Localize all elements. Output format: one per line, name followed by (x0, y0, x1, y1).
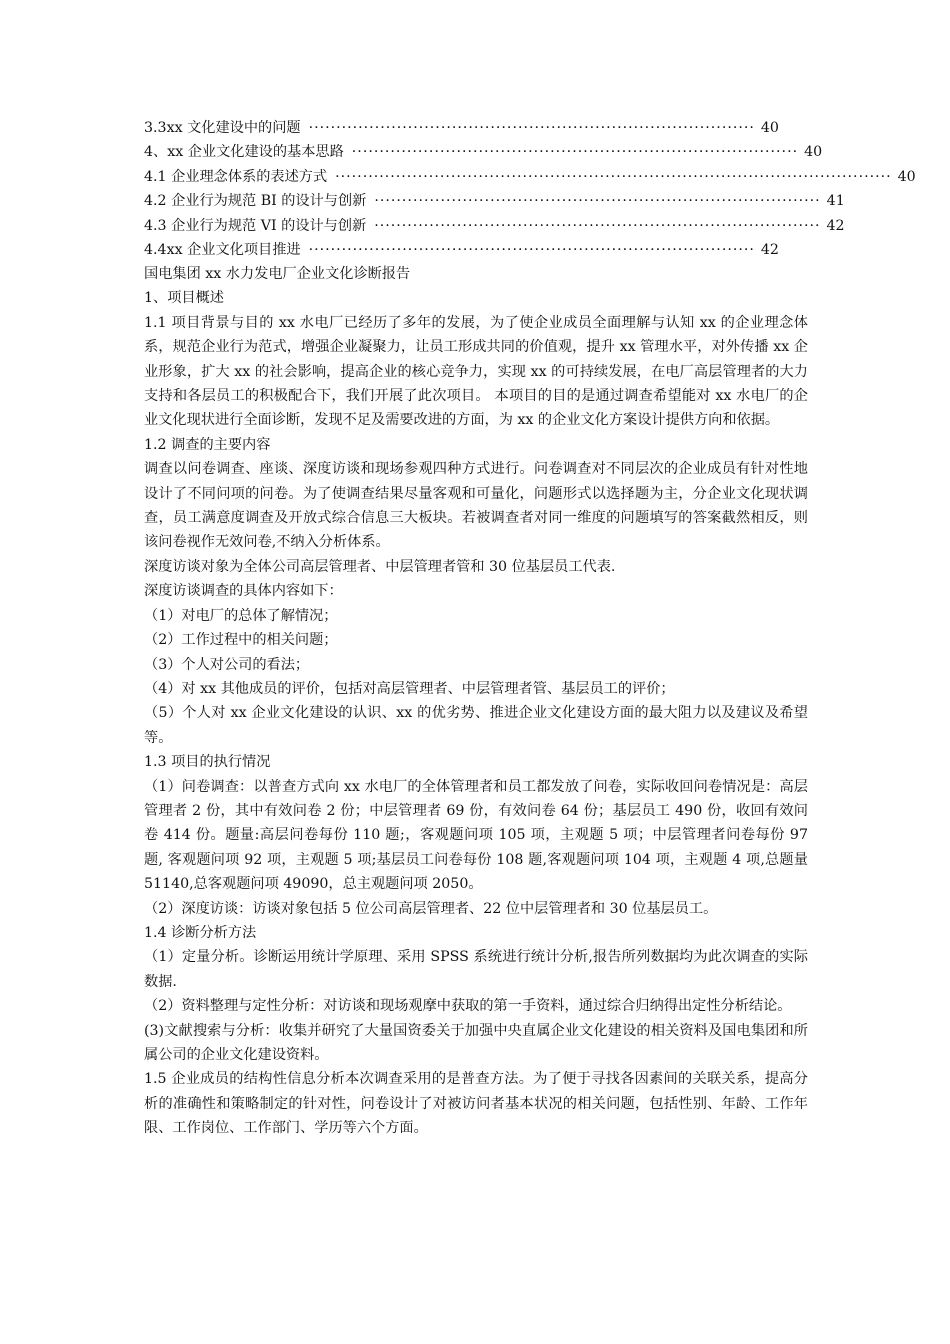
toc-leader-dots: ················································································· (308, 120, 755, 136)
toc-entry[interactable] (144, 116, 834, 140)
section-heading: 1.4 诊断分析方法 (144, 924, 257, 941)
paragraph: 深度访谈对象为全体公司高层管理者、中层管理者管和 30 位基层员工代表. (144, 558, 616, 575)
paragraph: (3)文献搜索与分析：收集并研究了大量国资委关于加强中央直属企业文化建设的相关资料及国电集团和所属公司的企业文化建设资料。 (144, 1022, 808, 1063)
toc-leader-dots: ················································································· (374, 217, 821, 234)
paragraph: 调查以问卷调查、座谈、深度访谈和现场参观四种方式进行。问卷调查对不同层次的企业成员有针对性地设计了不同问项的问卷。为了使调查结果尽量客观和可量化，问题形式以选择题为主，分企业文化现状调查，员工满意度调查及开放式综合信息三大板块。若被调查者对同一维度的问题填写的答案截然相反，则该问卷视作无效问卷,不纳入分析体系。 (144, 461, 808, 551)
toc-entry-title: 4.4xx 企业文化项目推进 (144, 241, 301, 258)
toc-page-number: 40 (804, 144, 823, 161)
paragraph: 1.1 项目背景与目的 xx 水电厂已经历了多年的发展，为了使企业成员全面理解与认知 xx 的企业理念体系，规范企业行为范式，增强企业凝聚力，让员工形成共同的价值观，提升 xx 管理水平，对外传播 xx 企业形象，扩大 xx 的社会影响，提高企业的核心竞争力，实现 xx 的可持续发展，在电厂高层管理者的大力支持和各层员工的积极配合下，我们开展了此次项目。 本项目的目的是通过调查希望能对 xx 水电厂的企业文化现状进行全面诊断，发现不足及需要改进的方面，为 xx 的企业文化方案设计提供方向和依据。 (144, 314, 808, 429)
report-title: 国电集团 xx 水力发电厂企业文化诊断报告 (144, 266, 411, 282)
table-of-contents (144, 116, 916, 262)
toc-entry[interactable] (144, 165, 916, 189)
toc-page-number: 40 (760, 120, 779, 136)
toc-page-number: 42 (760, 241, 779, 258)
list-item: （5）个人对 xx 企业文化建设的认识、xx 的优劣势、推进企业文化建设方面的最大阻力以及建议及希望等。 (144, 705, 808, 746)
section-heading: 1、项目概述 (144, 290, 224, 307)
paragraph: （1）定量分析。诊断运用统计学原理、采用 SPSS 系统进行统计分析,报告所列数据均为此次调查的实际数据. (144, 949, 808, 990)
paragraph: 深度访谈调查的具体内容如下： (144, 583, 343, 600)
paragraph: （1）问卷调查：以普查方式向 xx 水电厂的全体管理者和员工都发放了问卷，实际收回问卷情况是：高层管理者 2 份，其中有效问卷 2 份；中层管理者 69 份，有效问卷 64 份；基层员工 490 份，收回有效问卷 414 份。题量:高层问卷每份 110 题;，客观题问项 105 项，主观题 5 项；中层管理者问卷每份 97 题, 客观题问项 92 项，主观题 5 项;基层员工问卷每份 108 题,客观题问项 104 项，主观题 4 项,总题量 51140,总客观题问项 49090，总主观题问项 2050。 (144, 778, 808, 893)
paragraph: （2）深度访谈：访谈对象包括 5 位公司高层管理者、22 位中层管理者和 30 位基层员工。 (144, 900, 718, 917)
toc-leader-dots: ················································································· (351, 144, 799, 161)
toc-page-number: 40 (897, 168, 916, 185)
list-item: （1）对电厂的总体了解情况； (144, 607, 338, 624)
toc-entry[interactable] (144, 140, 834, 164)
toc-page-number: 42 (826, 217, 845, 234)
toc-entry-title: 4.2 企业行为规范 BI 的设计与创新 (144, 193, 367, 210)
toc-leader-dots: ················································································· (308, 241, 755, 258)
toc-leader-dots: ················································································· (374, 193, 821, 210)
toc-entry-title: 3.3xx 文化建设中的问题 (144, 120, 301, 136)
toc-entry[interactable] (144, 238, 834, 262)
paragraph: 1.5 企业成员的结构性信息分析本次调查采用的是普查方法。为了便于寻找各因素间的关联关系，提高分析的准确性和策略制定的针对性，问卷设计了对被访问者基本状况的相关问题，包括性别、年龄、工作年限、工作岗位、工作部门、学历等六个方面。 (144, 1071, 808, 1137)
section-heading: 1.2 调查的主要内容 (144, 436, 271, 453)
toc-page-number: 41 (826, 193, 845, 210)
list-item: （3）个人对公司的看法； (144, 656, 310, 673)
report-body (144, 262, 808, 1141)
toc-entry[interactable] (144, 214, 845, 238)
list-item: （2）工作过程中的相关问题； (144, 632, 338, 649)
toc-entry[interactable] (144, 189, 845, 213)
toc-entry-title: 4、xx 企业文化建设的基本思路 (144, 144, 344, 161)
toc-entry-title: 4.1 企业理念体系的表述方式 (144, 168, 328, 185)
list-item: （4）对 xx 其他成员的评价，包括对高层管理者、中层管理者管、基层员工的评价； (144, 680, 675, 697)
section-heading: 1.3 项目的执行情况 (144, 754, 271, 771)
paragraph: （2）资料整理与定性分析：对访谈和现场观摩中获取的第一手资料，通过综合归纳得出定性分析结论。 (144, 998, 792, 1015)
toc-entry-title: 4.3 企业行为规范 VI 的设计与创新 (144, 217, 367, 234)
toc-leader-dots: ····································································································· (335, 168, 892, 185)
